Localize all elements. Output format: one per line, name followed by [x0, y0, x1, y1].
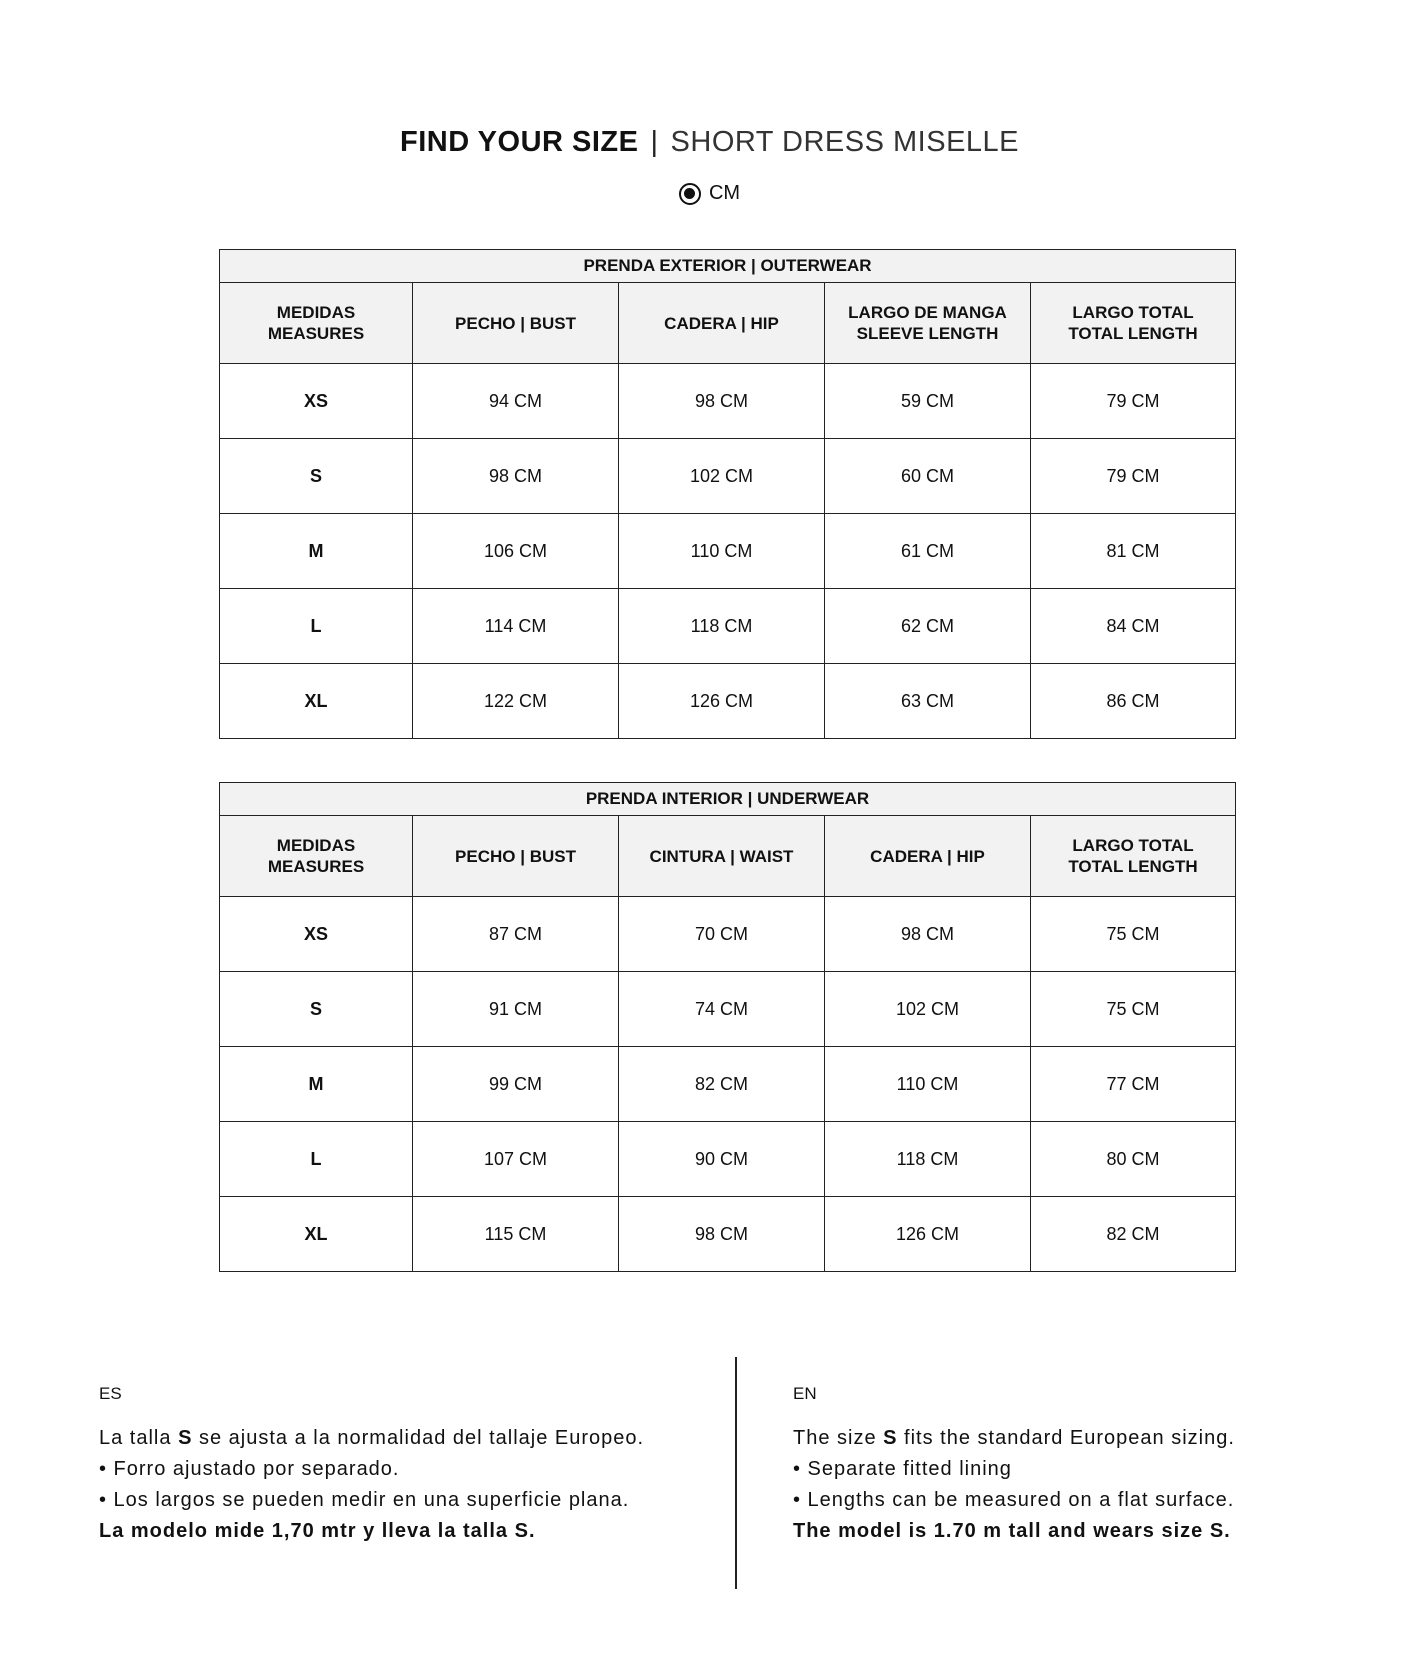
total-length-cell: 75 CM: [1031, 897, 1236, 972]
measure-note-en: • Lengths can be measured on a flat surface.: [793, 1489, 1235, 1511]
total-length-cell: 80 CM: [1031, 1122, 1236, 1197]
size-cell: M: [220, 514, 413, 589]
outerwear-header-total-length: LARGO TOTAL TOTAL LENGTH: [1031, 283, 1236, 364]
underwear-header-hip: CADERA | HIP: [825, 816, 1031, 897]
language-label-en: EN: [793, 1384, 817, 1403]
notes-divider: [735, 1357, 737, 1589]
bust-cell: 122 CM: [413, 664, 619, 739]
outerwear-header-hip: CADERA | HIP: [619, 283, 825, 364]
lining-note-en: • Separate fitted lining: [793, 1458, 1012, 1480]
size-cell: XS: [220, 364, 413, 439]
hip-cell: 98 CM: [619, 364, 825, 439]
hip-cell: 118 CM: [619, 589, 825, 664]
sleeve-length-cell: 62 CM: [825, 589, 1031, 664]
hip-cell: 110 CM: [825, 1047, 1031, 1122]
outerwear-header-bust: PECHO | BUST: [413, 283, 619, 364]
model-note-en: The model is 1.70 m tall and wears size S.: [793, 1520, 1231, 1542]
bust-cell: 107 CM: [413, 1122, 619, 1197]
fit-note-es: La talla S se ajusta a la normalidad del tallaje Europeo.: [99, 1427, 645, 1449]
table-row: [220, 1122, 1236, 1197]
unit-radio-button[interactable]: [679, 183, 701, 205]
underwear-header-waist: CINTURA | WAIST: [619, 816, 825, 897]
total-length-cell: 79 CM: [1031, 439, 1236, 514]
table-row: [220, 1047, 1236, 1122]
size-cell: L: [220, 1122, 413, 1197]
title-product-name: SHORT DRESS MISELLE: [670, 126, 1020, 158]
hip-cell: 98 CM: [825, 897, 1031, 972]
hip-cell: 118 CM: [825, 1122, 1031, 1197]
table-row: [220, 1197, 1236, 1272]
language-label-es: ES: [99, 1384, 122, 1403]
measure-note-es: • Los largos se pueden medir en una superficie plana.: [99, 1489, 630, 1511]
radio-selected-dot-icon: [684, 188, 695, 199]
waist-cell: 70 CM: [619, 897, 825, 972]
total-length-cell: 82 CM: [1031, 1197, 1236, 1272]
underwear-table-caption: PRENDA INTERIOR | UNDERWEAR: [220, 783, 1236, 816]
table-row: [220, 439, 1236, 514]
table-row: [220, 897, 1236, 972]
bust-cell: 114 CM: [413, 589, 619, 664]
outerwear-table-caption: PRENDA EXTERIOR | OUTERWEAR: [220, 250, 1236, 283]
bust-cell: 94 CM: [413, 364, 619, 439]
bust-cell: 91 CM: [413, 972, 619, 1047]
hip-cell: 126 CM: [619, 664, 825, 739]
notes-spanish: [99, 1383, 739, 1547]
underwear-size-table: [219, 782, 1236, 1272]
total-length-cell: 84 CM: [1031, 589, 1236, 664]
bust-cell: 115 CM: [413, 1197, 619, 1272]
outerwear-size-table: [219, 249, 1236, 739]
table-row: [220, 364, 1236, 439]
hip-cell: 110 CM: [619, 514, 825, 589]
title-strong: FIND YOUR SIZE: [399, 126, 639, 158]
table-row: [220, 972, 1236, 1047]
total-length-cell: 81 CM: [1031, 514, 1236, 589]
size-cell: M: [220, 1047, 413, 1122]
model-note-es: La modelo mide 1,70 mtr y lleva la talla S.: [99, 1520, 536, 1542]
unit-selector[interactable]: [0, 182, 1419, 205]
waist-cell: 90 CM: [619, 1122, 825, 1197]
unit-label: CM: [708, 182, 741, 204]
table-row: [220, 514, 1236, 589]
title-separator: |: [650, 126, 659, 158]
waist-cell: 74 CM: [619, 972, 825, 1047]
underwear-header-measures: MEDIDAS MEASURES: [220, 816, 413, 897]
size-cell: XL: [220, 664, 413, 739]
notes-english: [793, 1383, 1393, 1547]
total-length-cell: 86 CM: [1031, 664, 1236, 739]
sleeve-length-cell: 63 CM: [825, 664, 1031, 739]
waist-cell: 82 CM: [619, 1047, 825, 1122]
size-cell: XS: [220, 897, 413, 972]
fit-note-en: The size S fits the standard European sizing.: [793, 1427, 1235, 1449]
outerwear-header-sleeve-length: LARGO DE MANGA SLEEVE LENGTH: [825, 283, 1031, 364]
table-row: [220, 664, 1236, 739]
size-cell: S: [220, 972, 413, 1047]
table-row: [220, 589, 1236, 664]
total-length-cell: 77 CM: [1031, 1047, 1236, 1122]
sleeve-length-cell: 60 CM: [825, 439, 1031, 514]
bust-cell: 106 CM: [413, 514, 619, 589]
bust-cell: 99 CM: [413, 1047, 619, 1122]
total-length-cell: 79 CM: [1031, 364, 1236, 439]
size-cell: XL: [220, 1197, 413, 1272]
bust-cell: 87 CM: [413, 897, 619, 972]
lining-note-es: • Forro ajustado por separado.: [99, 1458, 400, 1480]
outerwear-header-measures: MEDIDAS MEASURES: [220, 283, 413, 364]
bust-cell: 98 CM: [413, 439, 619, 514]
hip-cell: 102 CM: [619, 439, 825, 514]
hip-cell: 102 CM: [825, 972, 1031, 1047]
size-cell: S: [220, 439, 413, 514]
page-title: [0, 122, 1419, 162]
total-length-cell: 75 CM: [1031, 972, 1236, 1047]
underwear-header-total-length: LARGO TOTAL TOTAL LENGTH: [1031, 816, 1236, 897]
sleeve-length-cell: 61 CM: [825, 514, 1031, 589]
sleeve-length-cell: 59 CM: [825, 364, 1031, 439]
size-cell: L: [220, 589, 413, 664]
hip-cell: 126 CM: [825, 1197, 1031, 1272]
waist-cell: 98 CM: [619, 1197, 825, 1272]
underwear-header-bust: PECHO | BUST: [413, 816, 619, 897]
